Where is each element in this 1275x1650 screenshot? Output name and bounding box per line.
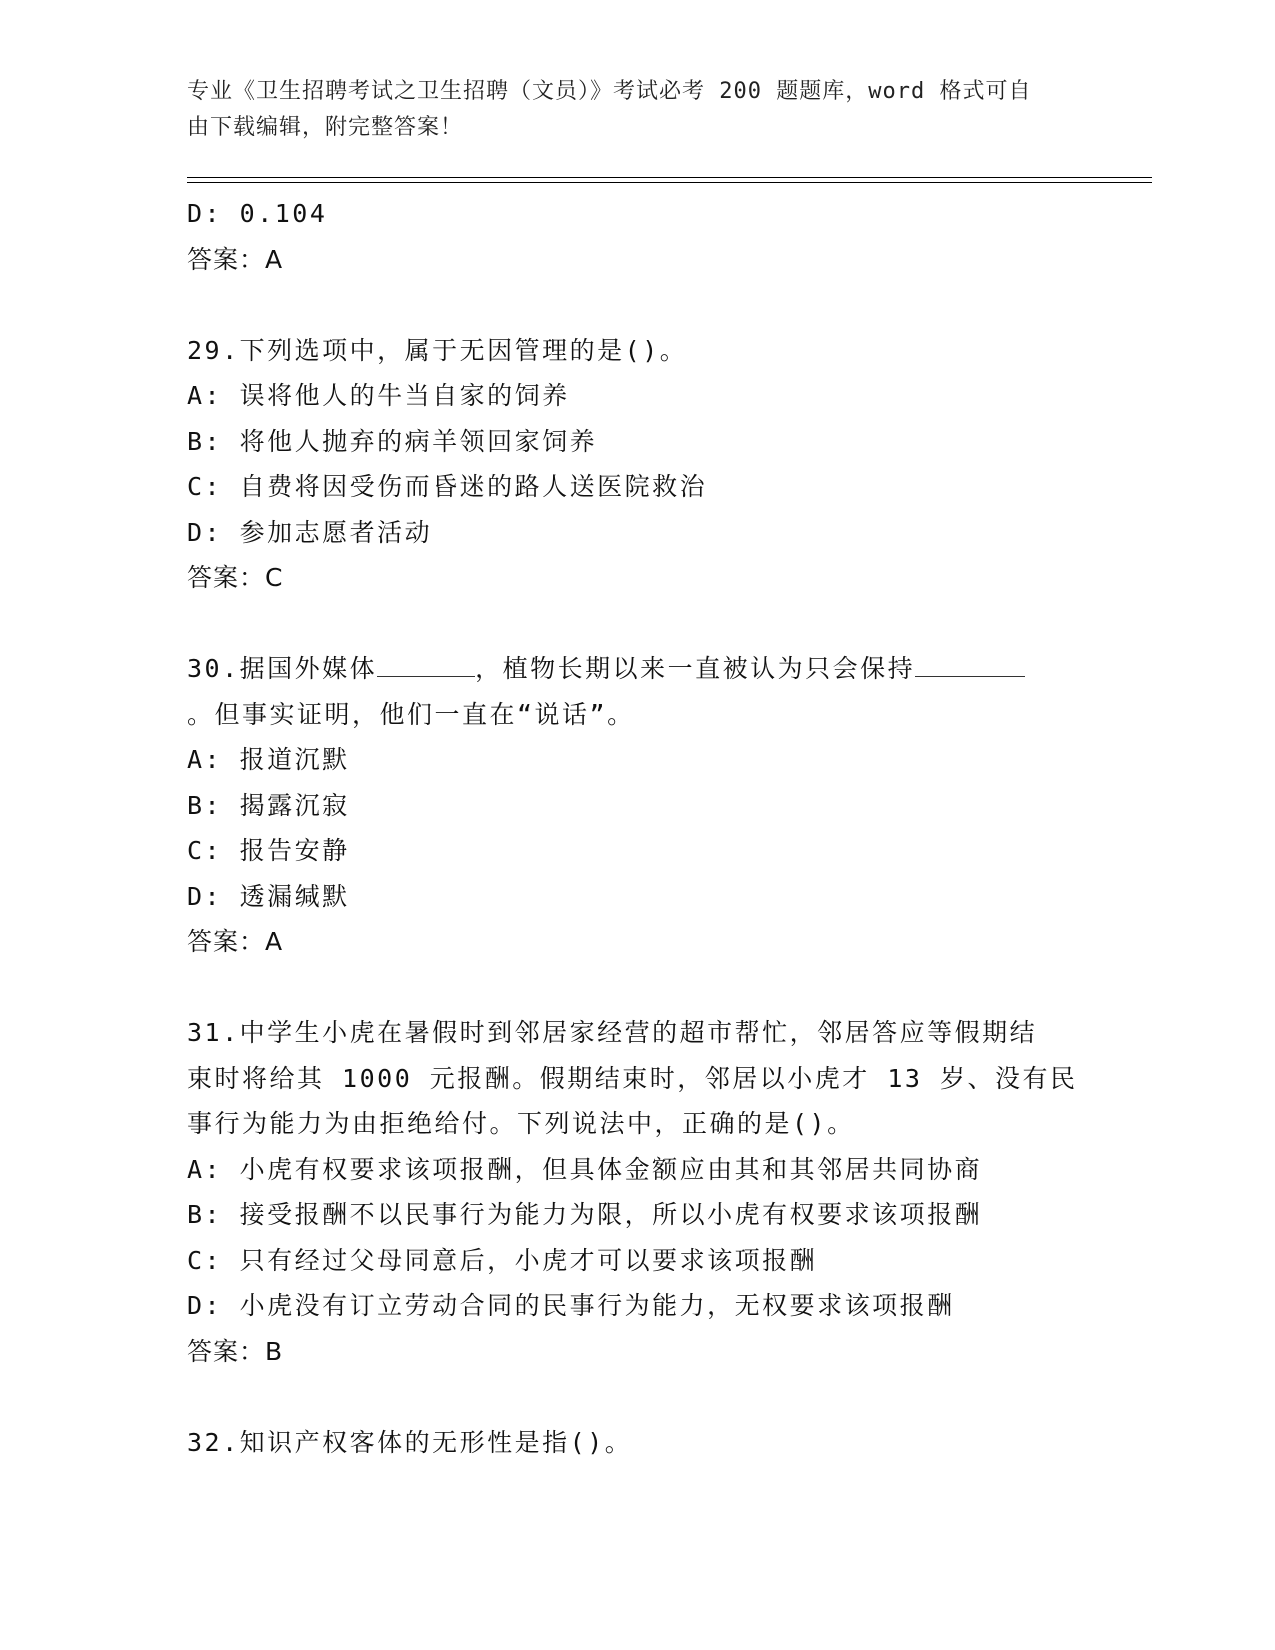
- answer: 答案：A: [187, 927, 284, 956]
- question-list: [187, 191, 1087, 1465]
- answer: 答案：B: [187, 1336, 284, 1366]
- option-b: B: 接受报酬不以民事行为能力为限，所以小虎有权要求该项报酬: [187, 1200, 983, 1229]
- answer: 答案：C: [187, 563, 284, 592]
- question-stem-line-3: 事行为能力为由拒绝给付。下列说法中，正确的是()。: [187, 1109, 855, 1138]
- option-a: A: 误将他人的牛当自家的饲养: [187, 381, 570, 410]
- option-d: D: 透漏缄默: [187, 881, 350, 911]
- question-31: [187, 1010, 1087, 1374]
- option-d: D: 小虎没有订立劳动合同的民事行为能力，无权要求该项报酬: [187, 1291, 955, 1320]
- spacer: [187, 282, 1087, 328]
- question-stem: 32.知识产权客体的无形性是指()。: [187, 1427, 633, 1457]
- question-stem: 29.下列选项中，属于无因管理的是()。: [187, 335, 688, 365]
- prev-answer: 答案：A: [187, 244, 284, 274]
- header-line-2: 由下载编辑，附完整答案！: [187, 115, 464, 140]
- option-b: B: 将他人抛弃的病羊领回家饲养: [187, 426, 598, 456]
- option-b: B: 揭露沉寂: [187, 790, 350, 820]
- question-stem-line-2: 束时将给其 1000 元报酬。假期结束时，邻居以小虎才 13 岁、没有民: [187, 1063, 1078, 1093]
- option-d: D: 参加志愿者活动: [187, 517, 433, 547]
- option-c: C: 只有经过父母同意后，小虎才可以要求该项报酬: [187, 1245, 818, 1275]
- stem-text: 30.据国外媒体: [187, 654, 378, 683]
- header-divider-top: [187, 177, 1152, 178]
- prev-option-d: D: 0.104: [187, 199, 328, 228]
- question-29: [187, 328, 1087, 601]
- stem-text: ，植物长期以来一直被认为只会保持: [475, 654, 916, 683]
- option-a: A: 小虎有权要求该项报酬，但具体金额应由其和其邻居共同协商: [187, 1154, 983, 1184]
- header-divider-bottom: [187, 182, 1152, 183]
- question-30: [187, 646, 1087, 965]
- spacer: [187, 965, 1087, 1011]
- fill-blank-1: [377, 652, 475, 677]
- option-c: C: 报告安静: [187, 836, 350, 865]
- fill-blank-2: [915, 652, 1025, 677]
- spacer: [187, 601, 1087, 647]
- question-stem-line-1: 31.中学生小虎在暑假时到邻居家经营的超市帮忙，邻居答应等假期结: [187, 1018, 1038, 1047]
- spacer: [187, 1374, 1087, 1420]
- question-32: [187, 1420, 1087, 1466]
- question-stem-line-1: [187, 646, 1087, 692]
- header-line-1: 专业《卫生招聘考试之卫生招聘（文员）》考试必考 200 题题库，word 格式可自: [187, 79, 1032, 104]
- question-stem-line-2: 。但事实证明，他们一直在“说话”。: [187, 699, 635, 729]
- document-header: [187, 74, 1067, 146]
- option-c: C: 自费将因受伤而昏迷的路人送医院救治: [187, 472, 708, 501]
- option-a: A: 报道沉默: [187, 745, 350, 774]
